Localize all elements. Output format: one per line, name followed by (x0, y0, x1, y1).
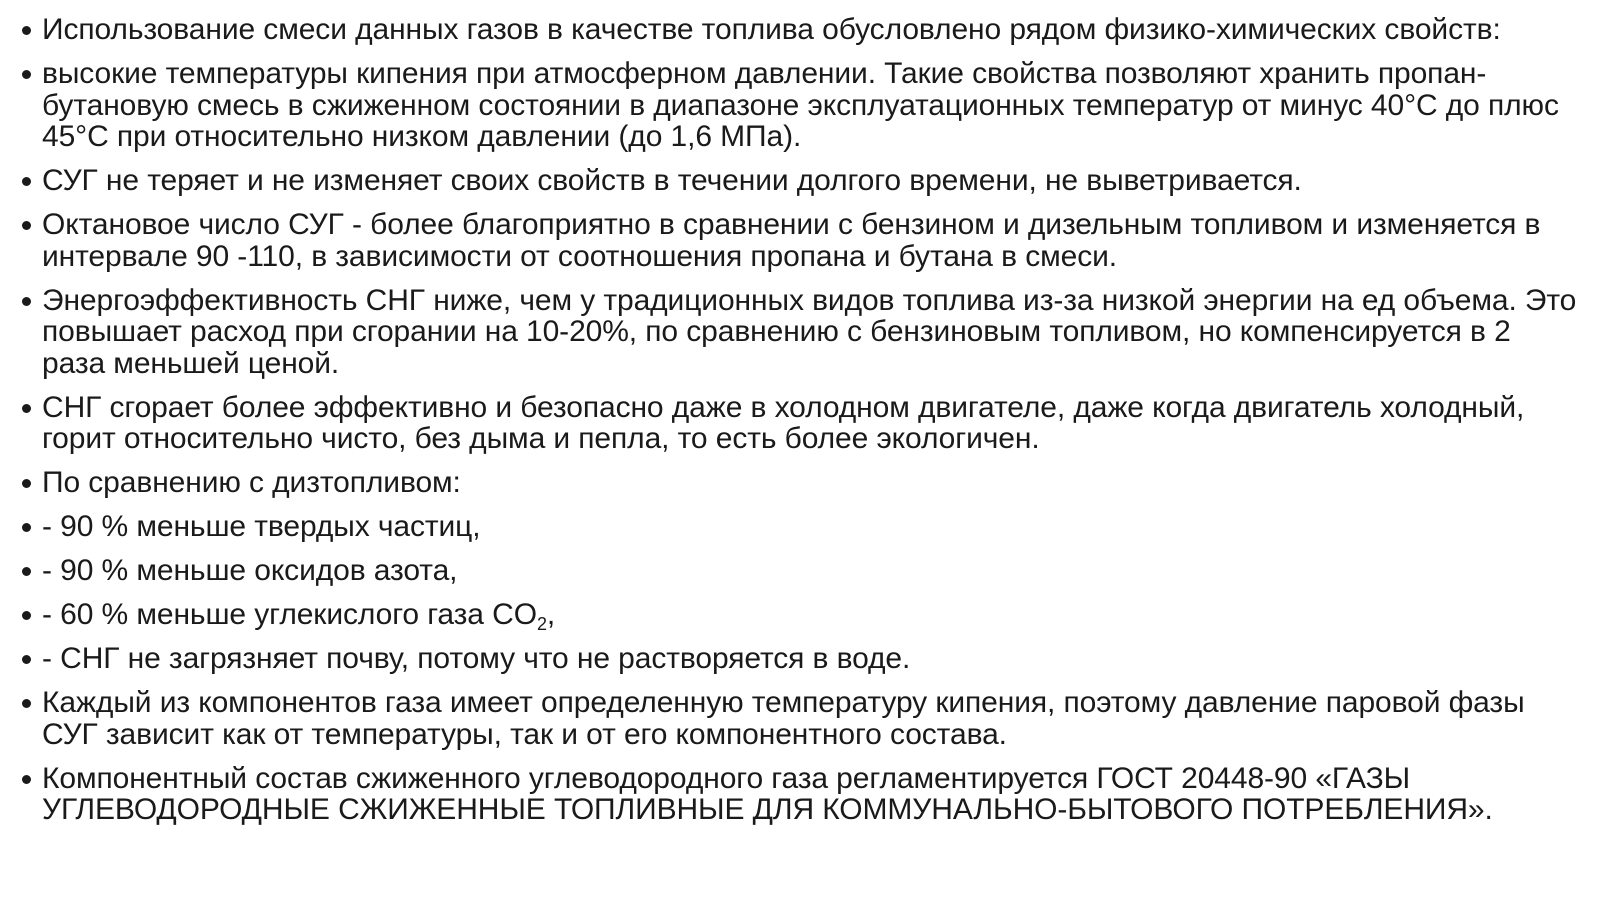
bullet-dot-icon (10, 467, 42, 499)
list-item (10, 643, 1580, 675)
list-item (10, 14, 1580, 46)
list-item (10, 687, 1580, 750)
co2-subscript: 2 (536, 614, 547, 634)
list-item-text: Энергоэффективность СНГ ниже, чем у традиционных видов топлива из-за низкой энергии на ед объема. Это повышает расход при сгорании на 10-20%, по сравнению с бензиновым топливом, но компенсируется в 2 раза меньшей ценой. (42, 283, 1577, 380)
list-item-text: СУГ не теряет и не изменяет своих свойств в течении долгого времени, не выветривается. (42, 164, 1302, 197)
list-item-text: высокие температуры кипения при атмосферном давлении. Такие свойства позволяют хранить пропан-бутановую смесь в сжиженном состоянии в диапазоне эксплуатационных температур от минус 40°С до плюс 45°С при относительно низком давлении (до 1,6 МПа). (42, 57, 1559, 153)
bullet-list (10, 14, 1580, 826)
list-item-text: Каждый из компонентов газа имеет определенную температуру кипения, поэтому давление паровой фазы СУГ зависит как от температуры, так и от его компонентного состава. (42, 686, 1525, 751)
bullet-dot-icon (10, 643, 42, 675)
bullet-dot-icon (10, 511, 42, 543)
list-item (10, 763, 1580, 826)
list-item (10, 58, 1580, 153)
list-item-text: Использование смеси данных газов в качестве топлива обусловлено рядом физико-химических свойств: (42, 13, 1501, 46)
list-item-text: - 90 % меньше твердых частиц, (42, 510, 481, 543)
list-item (10, 511, 1580, 543)
bullet-dot-icon (10, 58, 42, 90)
list-item-text: - СНГ не загрязняет почву, потому что не растворяется в воде. (42, 642, 911, 675)
co2-text: - 60 % меньше углекислого газа CO (42, 598, 537, 631)
list-item-text: Октановое число СУГ - более благоприятно в сравнении с бензином и дизельным топливом и изменяется в интервале 90 -110, в зависимости от соотношения пропана и бутана в смеси. (42, 208, 1541, 273)
list-item (10, 598, 1580, 634)
list-item-text: СНГ сгорает более эффективно и безопасно даже в холодном двигателе, даже когда двигатель холодный, горит относительно чисто, без дыма и пепла, то есть более экологичен. (42, 390, 1525, 455)
bullet-dot-icon (10, 763, 42, 795)
list-item (10, 392, 1580, 455)
bullet-dot-icon (10, 599, 42, 631)
list-item (10, 555, 1580, 587)
list-item-text (42, 598, 1580, 634)
list-item-text: По сравнению с дизтопливом: (42, 466, 461, 499)
list-item-text: - 90 % меньше оксидов азота, (42, 554, 458, 587)
list-item (10, 209, 1580, 272)
bullet-dot-icon (10, 392, 42, 424)
bullet-dot-icon (10, 555, 42, 587)
list-item (10, 165, 1580, 197)
bullet-dot-icon (10, 209, 42, 241)
list-item (10, 467, 1580, 499)
bullet-dot-icon (10, 14, 42, 46)
co2-tail: , (546, 598, 556, 631)
bullet-dot-icon (10, 285, 42, 317)
bullet-dot-icon (10, 687, 42, 719)
list-item (10, 285, 1580, 380)
bullet-dot-icon (10, 165, 42, 197)
list-item-text: Компонентный состав сжиженного углеводородного газа регламентируется ГОСТ 20448-90 «ГАЗЫ УГЛЕВОДОРОДНЫЕ СЖИЖЕННЫЕ ТОПЛИВНЫЕ ДЛЯ КОММУНАЛЬНО-БЫТОВОГО ПОТРЕБЛЕНИЯ». (42, 761, 1493, 826)
